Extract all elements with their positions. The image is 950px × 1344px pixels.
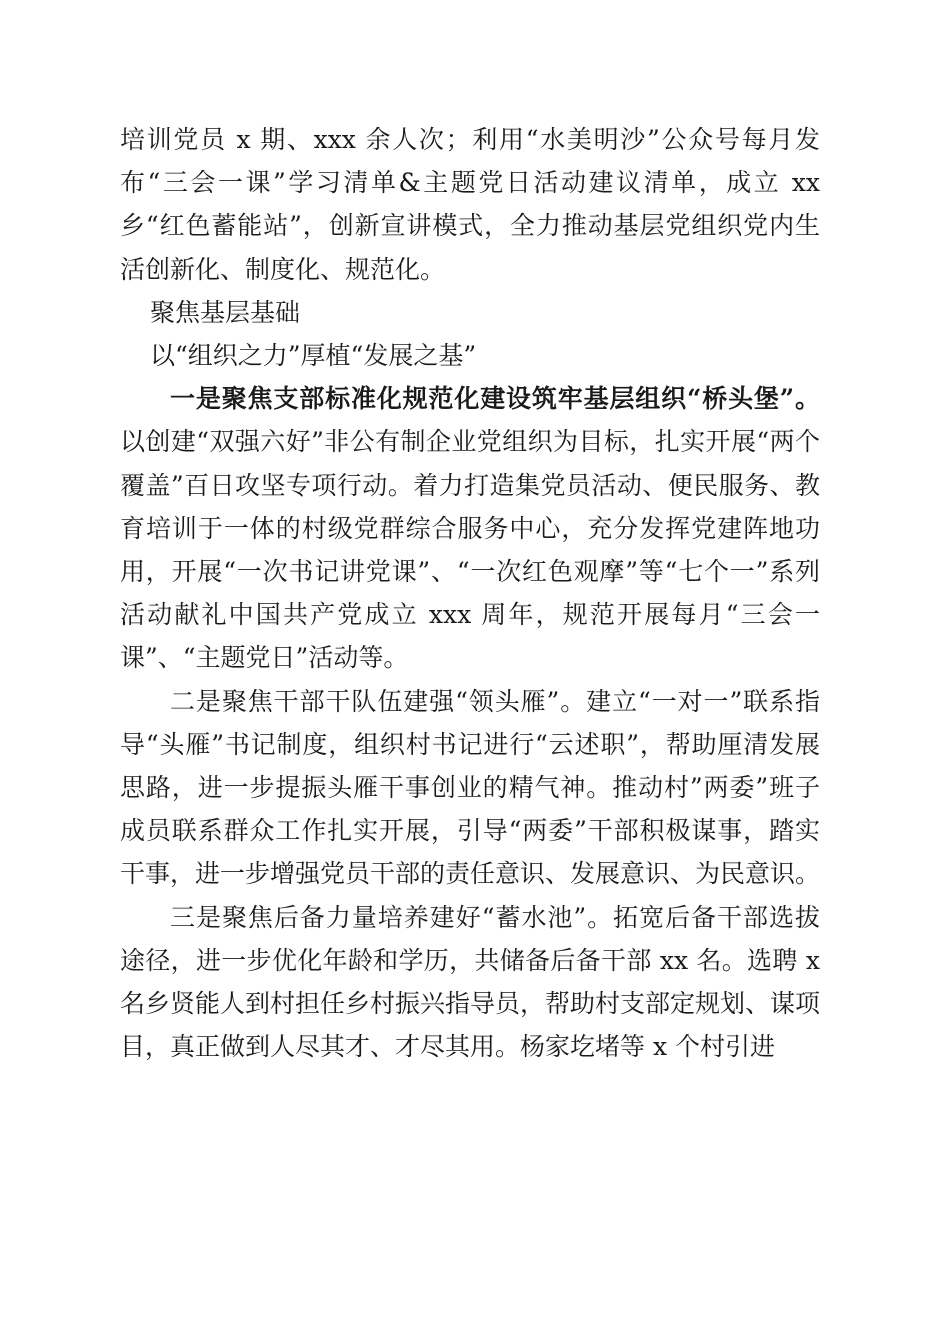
section-subheading <box>120 334 820 377</box>
paragraph-lead: 二是聚焦干部干队伍建强“领头雁”。 <box>170 686 587 716</box>
document-body <box>120 118 820 1068</box>
paragraph-text: 拓宽后备干部选拔途径，进一步优化年龄和学历，共储备后备干部 xx 名。选聘 x 名乡贤能人到村担任乡村振兴指导员，帮助村支部定规划、谋项目，真正做到人尽其才、才尽其用。杨家圪堵等 x 个村引进 <box>120 902 821 1062</box>
paragraph-continuation <box>120 118 820 291</box>
paragraph-second-point <box>120 680 820 896</box>
paragraph-text: 以创建“双强六好”非公有制企业党组织为目标，扎实开展“两个覆盖”百日攻坚专项行动。着力打造集党员活动、便民服务、教育培训于一体的村级党群综合服务中心，充分发挥党建阵地功用，开展“一次书记讲党课”、“一次红色观摩”等“七个一”系列活动献礼中国共产党成立 xxx 周年，规范开展每月“三会一课”、“主题党日”活动等。 <box>120 427 820 673</box>
paragraph-lead: 一是聚焦支部标准化规范化建设筑牢基层组织“桥头堡”。 <box>170 384 820 414</box>
paragraph-first-point <box>120 377 820 679</box>
paragraph-lead: 三是聚焦后备力量培养建好“蓄水池”。 <box>170 902 614 932</box>
paragraph-text: 建立“一对一”联系指导“头雁”书记制度，组织村书记进行“云述职”，帮助厘清发展思路，进一步提振头雁干事创业的精气神。推动村”两委”班子成员联系群众工作扎实开展，引导“两委”干部积极谋事，踏实干事，进一步增强党员干部的责任意识、发展意识、为民意识。 <box>120 686 821 889</box>
section-subheading-text: 以“组织之力”厚植“发展之基” <box>150 341 477 371</box>
paragraph-text: 培训党员 x 期、xxx 余人次；利用“水美明沙”公众号每月发布“三会一课”学习清单&主题党日活动建议清单，成立 xx 乡“红色蓄能站”，创新宣讲模式，全力推动基层党组织党内生活创新化、制度化、规范化。 <box>120 125 820 284</box>
section-heading <box>120 291 820 334</box>
paragraph-third-point <box>120 896 820 1069</box>
section-heading-text: 聚焦基层基础 <box>150 297 301 327</box>
